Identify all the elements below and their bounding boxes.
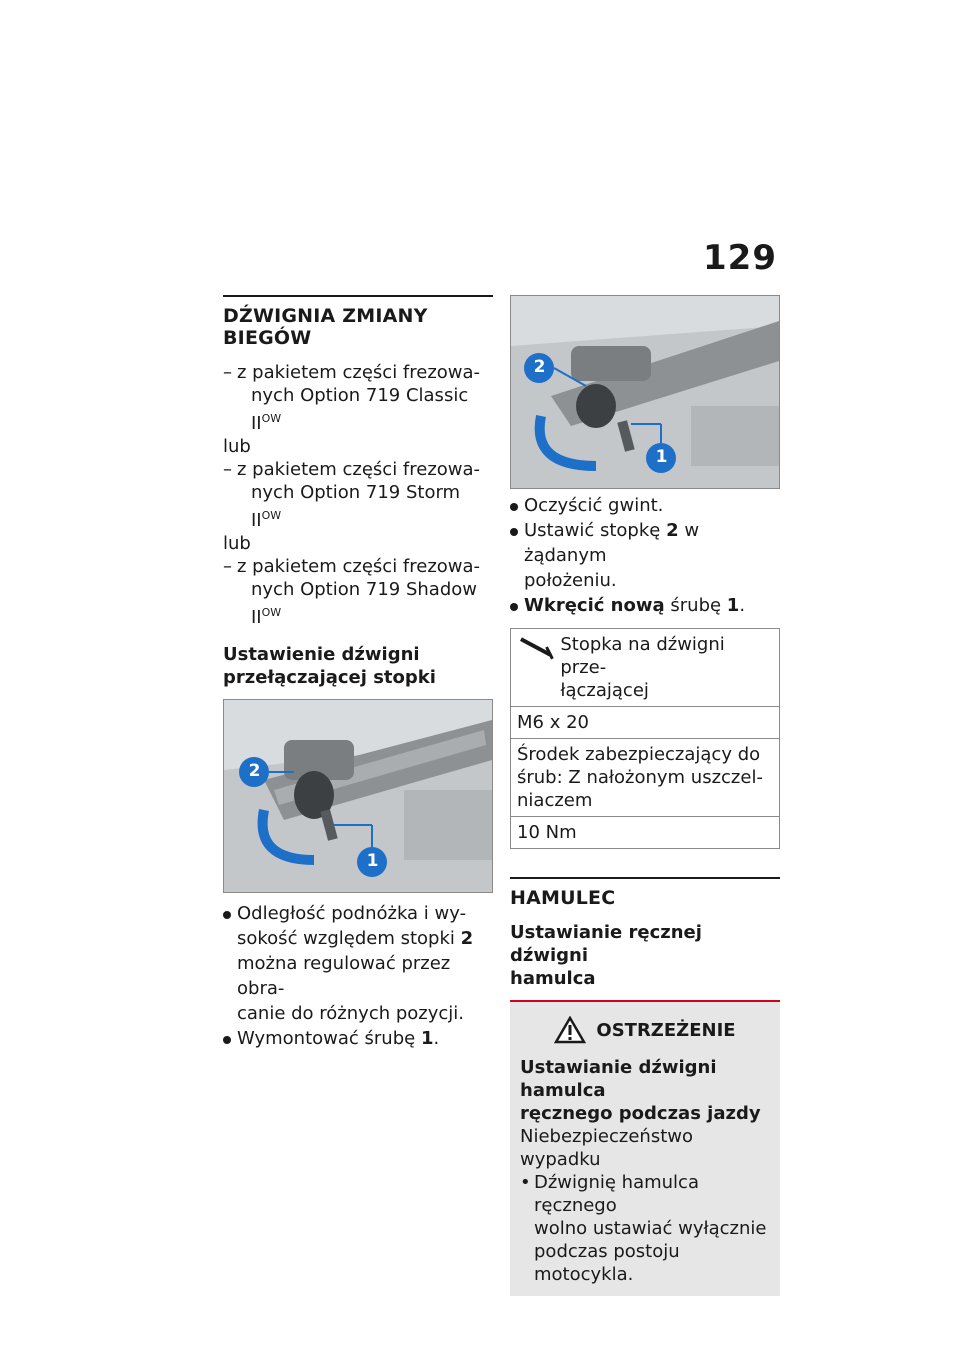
- warning-risk: Niebezpieczeństwo wypadku: [520, 1126, 693, 1170]
- or-text: lub: [223, 533, 251, 554]
- list-item: Ustawić stopkę 2 w żądanym położeniu.: [510, 518, 780, 593]
- wrench-icon: [517, 633, 556, 661]
- subheading-adjust-lever: Ustawienie dźwigni przełączającej stopki: [223, 644, 436, 688]
- lever-screw-figure: [510, 295, 780, 489]
- warning-title: OSTRZEŻENIE: [520, 1016, 770, 1044]
- spec-header: Stopka na dźwigni prze- łączającej: [511, 629, 780, 707]
- left-instruction-list: [223, 901, 493, 1051]
- option-item: – z pakietem części frezowa- nych Option 719 Classic $II^{OW}$: [223, 362, 481, 434]
- list-item: Oczyścić gwint.: [510, 493, 780, 518]
- warning-triangle-icon: [554, 1016, 586, 1044]
- lever-screw-illustration: [511, 296, 779, 488]
- list-item: Wymontować śrubę 1.: [223, 1026, 493, 1051]
- or-text: lub: [223, 436, 251, 457]
- spec-row: Środek zabezpieczający do śrub: Z nałożonym uszczel- niaczem: [511, 739, 780, 817]
- section-heading-gear-lever: DŹWIGNIA ZMIANY BIEGÓW: [223, 305, 428, 349]
- warning-box: OSTRZEŻENIE Ustawianie dźwigni hamulca ręcznego podczas jazdy Niebezpieczeństwo wypadku • Dźwignię hamulca ręcznego wolno ustawiać wyłącznie podczas postoju motocykla.: [510, 1000, 780, 1296]
- option-item: – z pakietem części frezowa- nych Option 719 Shadow $II^{OW}$: [223, 556, 481, 628]
- page-number: 129: [703, 238, 777, 278]
- figure-label-1: 1: [655, 447, 668, 467]
- option-item: – z pakietem części frezowa- nych Option 719 Storm $II^{OW}$: [223, 459, 481, 531]
- figure-label-1: 1: [366, 851, 379, 871]
- section-rule: [510, 877, 780, 879]
- option-list: [223, 361, 493, 629]
- right-column: [510, 295, 780, 1296]
- subheading-adjust-brake-lever: Ustawianie ręcznej dźwigni hamulca: [510, 922, 702, 989]
- figure-label-2: 2: [248, 761, 261, 781]
- gear-lever-illustration: [224, 700, 492, 892]
- warning-bullet: • Dźwignię hamulca ręcznego wolno ustawiać wyłącznie podczas postoju motocykla.: [520, 1172, 767, 1285]
- spec-row: 10 Nm: [511, 817, 780, 849]
- spec-row: M6 x 20: [511, 707, 780, 739]
- left-column: [223, 295, 493, 1051]
- section-rule: [223, 295, 493, 297]
- section-heading-brake: HAMULEC: [510, 887, 616, 909]
- right-instruction-list: [510, 493, 780, 618]
- torque-spec-table: [510, 628, 780, 849]
- gear-lever-figure: [223, 699, 493, 893]
- figure-label-2: 2: [533, 357, 546, 377]
- list-item: Wkręcić nową śrubę 1.: [510, 593, 780, 618]
- list-item: Odległość podnóżka i wy- sokość względem stopki 2 można regulować przez obra- canie do różnych pozycji.: [223, 901, 493, 1026]
